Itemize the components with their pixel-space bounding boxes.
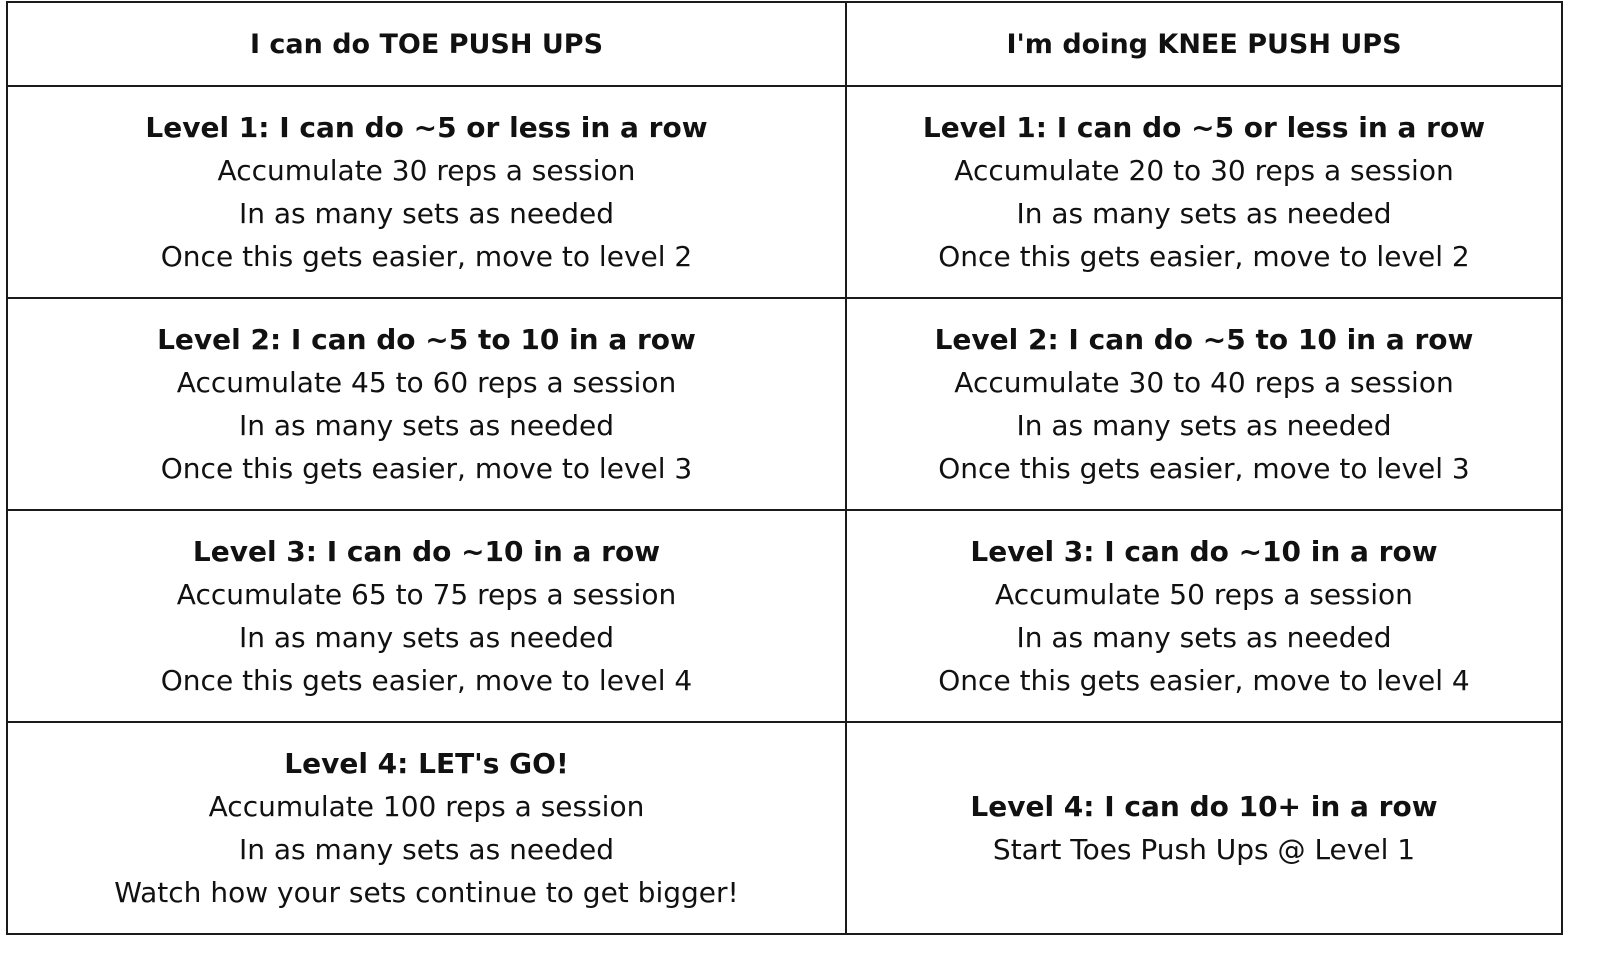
table-row-level-2	[7, 298, 1562, 510]
level-detail: In as many sets as needed	[238, 197, 615, 230]
pushup-progression-table	[6, 1, 1563, 935]
level-title: Level 1: I can do ~5 or less in a row	[922, 111, 1486, 144]
knee-level-2-cell	[846, 298, 1562, 510]
knee-level-1-cell	[846, 86, 1562, 298]
level-detail: Accumulate 45 to 60 reps a session	[176, 366, 677, 399]
knee-level-4-cell	[846, 722, 1562, 934]
level-detail: In as many sets as needed	[238, 409, 615, 442]
table-row-level-1	[7, 86, 1562, 298]
level-detail: Watch how your sets continue to get bigger!	[114, 876, 739, 909]
level-detail: Accumulate 65 to 75 reps a session	[176, 578, 677, 611]
level-detail: Accumulate 100 reps a session	[208, 790, 645, 823]
level-detail: Once this gets easier, move to level 2	[938, 240, 1470, 273]
knee-push-ups-header: I'm doing KNEE PUSH UPS	[1006, 28, 1402, 60]
table-header-row	[7, 2, 1562, 86]
level-detail: In as many sets as needed	[238, 621, 615, 654]
level-detail: Accumulate 30 reps a session	[217, 154, 636, 187]
level-detail: Accumulate 20 to 30 reps a session	[954, 154, 1454, 187]
level-detail: Once this gets easier, move to level 4	[938, 664, 1470, 697]
level-detail: In as many sets as needed	[1016, 621, 1392, 654]
level-detail: Accumulate 30 to 40 reps a session	[954, 366, 1454, 399]
level-detail: Once this gets easier, move to level 3	[938, 452, 1470, 485]
header-cell-toe	[7, 2, 846, 86]
level-detail: Accumulate 50 reps a session	[995, 578, 1413, 611]
level-title: Level 3: I can do ~10 in a row	[192, 535, 661, 568]
toe-level-2-cell	[7, 298, 846, 510]
table-row-level-4	[7, 722, 1562, 934]
toe-level-3-cell	[7, 510, 846, 722]
level-detail: In as many sets as needed	[238, 833, 615, 866]
level-detail: Start Toes Push Ups @ Level 1	[992, 833, 1416, 866]
level-title: Level 1: I can do ~5 or less in a row	[145, 111, 708, 144]
header-cell-knee	[846, 2, 1562, 86]
level-title: Level 4: I can do 10+ in a row	[970, 790, 1438, 823]
toe-level-4-cell	[7, 722, 846, 934]
level-title: Level 2: I can do ~5 to 10 in a row	[157, 323, 696, 356]
level-title: Level 4: LET's GO!	[284, 747, 569, 780]
toe-level-1-cell	[7, 86, 846, 298]
level-detail: In as many sets as needed	[1016, 409, 1392, 442]
toe-push-ups-header: I can do TOE PUSH UPS	[249, 28, 604, 60]
level-detail: Once this gets easier, move to level 4	[160, 664, 693, 697]
level-title: Level 2: I can do ~5 to 10 in a row	[934, 323, 1474, 356]
level-detail: Once this gets easier, move to level 2	[160, 240, 693, 273]
level-detail: In as many sets as needed	[1016, 197, 1392, 230]
knee-level-3-cell	[846, 510, 1562, 722]
level-detail: Once this gets easier, move to level 3	[160, 452, 693, 485]
table-row-level-3	[7, 510, 1562, 722]
level-title: Level 3: I can do ~10 in a row	[970, 535, 1438, 568]
